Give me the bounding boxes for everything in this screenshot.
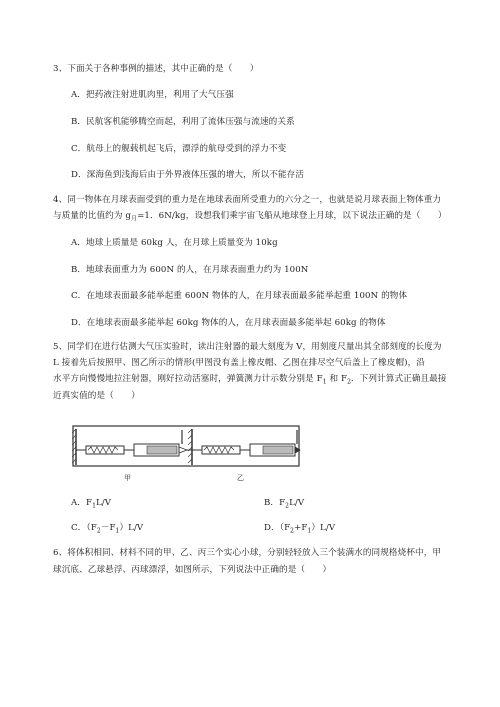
syringe-diagram: [72, 425, 302, 491]
q5-option-d-sub2: 1: [307, 527, 312, 535]
q5-option-c: [71, 522, 143, 534]
figure-label-yi: 乙: [237, 474, 244, 482]
q4-option-c: C．在地球表面最多能举起重 600N 物体的人，在月球表面最多能举起重 100N 的物体: [71, 291, 408, 301]
q5-option-b-pre: B．F: [264, 498, 286, 508]
q5-option-b-post: L/V: [289, 498, 305, 508]
q5-option-d: [264, 522, 335, 534]
q4-stem-line1: 4、同一物体在月球表面受到的重力是在地球表面所受重力的六分之一，也就是说月球表面上物体重力: [53, 195, 442, 205]
q5-option-c-sub1: 2: [96, 527, 101, 535]
q3-option-b: B．民航客机能够腾空而起，利用了流体压强与流速的关系: [71, 117, 295, 127]
q5-line3-a: 水平方向慢慢地拉注射器，刚好拉动活塞时，弹簧测力计示数分别是 F: [53, 374, 323, 384]
q4-option-b: B．地球表面重力为 600N 的人，在月球表面重力约为 100N: [71, 265, 309, 275]
q4-stem-line2-a: 与质量的比值约为 g: [53, 211, 131, 221]
q5-option-a-sub: 1: [92, 502, 96, 510]
q6-line2: 球沉底、乙球悬浮、丙球漂浮，如图所示，下列说法中正确的是（ ）: [53, 565, 332, 575]
q5-option-d-sub1: 2: [290, 527, 295, 535]
q5-option-d-mid: +F: [294, 523, 308, 533]
q5-line3-sub2: 2: [347, 378, 351, 386]
q5-option-c-post: ）L/V: [119, 523, 144, 533]
q5-option-a-post: L/V: [96, 498, 112, 508]
q3-stem: 3、下面关于各种事例的描述，其中正确的是（ ）: [53, 64, 259, 74]
q6-line1: 6、将体积相同、材料不同的甲、乙、丙三个实心小球，分别轻轻放入三个装满水的同规格烧杯中，甲: [53, 548, 442, 558]
q5-line3-mid: 和 F: [326, 374, 348, 384]
figure-label-jia: 甲: [124, 474, 131, 482]
q4-stem-line2-sub: 月: [130, 215, 138, 223]
q5-option-c-mid: －F: [100, 523, 116, 533]
q5-option-c-sub2: 1: [115, 527, 120, 535]
q3-option-c: C．航母上的舰载机起飞后，漂浮的航母受到的浮力不变: [71, 144, 287, 154]
q5-option-c-pre: C．（F: [71, 523, 97, 533]
q3-option-d: D．深海鱼到浅海后由于外界液体压强的增大，所以不能存活: [71, 170, 305, 180]
q5-line3: [53, 373, 447, 385]
q4-stem-line2: [53, 210, 447, 222]
q5-line3-end: ．下列计算式正确且最接: [350, 374, 447, 384]
syringe-figure: [72, 425, 302, 491]
q5-line1: 5、同学们在进行估测大气压实验时，读出注射器的最大刻度为 V，用刻度尺量出其全部刻度的长度为: [53, 342, 442, 352]
q4-option-a: A．地球上质量是 60kg 人，在月球上质量变为 10kg: [71, 238, 278, 248]
q5-line4: 近真实值的是（ ）: [53, 391, 140, 401]
q5-option-d-pre: D．（F: [264, 523, 291, 533]
q4-stem-line2-b: =1．6N/kg，设想我们乘宇宙飞船从地球登上月球，以下说法正确的是（ ）: [137, 211, 447, 221]
q5-line2: L 接着先后按照甲、图乙所示的情形(甲图没有盖上橡皮帽、乙图在排尽空气后盖上了橡皮帽)，沿: [53, 358, 425, 368]
q5-option-d-post: ）L/V: [311, 523, 336, 533]
q4-option-d: D．在地球表面最多能举起 60kg 物体的人，在月球表面最多能举起 60kg 的物体: [71, 318, 386, 328]
q5-option-b: [264, 497, 304, 509]
q5-option-b-sub: 2: [285, 502, 290, 510]
q3-option-a: A．把药液注射进肌肉里，利用了大气压强: [71, 90, 234, 100]
q5-option-a: [71, 497, 111, 509]
q5-line3-sub1: 1: [322, 378, 327, 386]
q5-option-a-pre: A．F: [71, 498, 93, 508]
